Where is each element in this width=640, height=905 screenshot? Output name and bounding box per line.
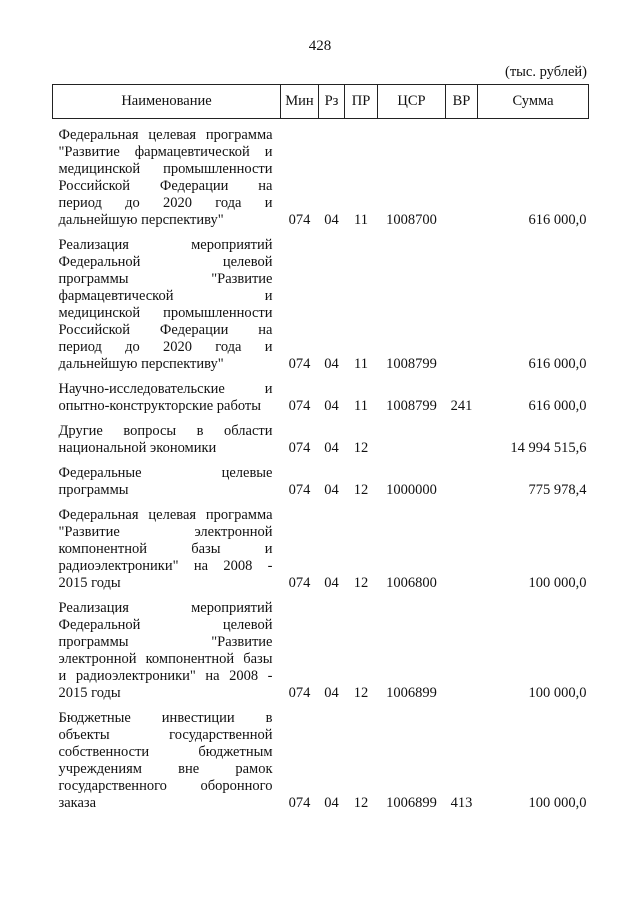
row-name [53, 592, 281, 702]
table-body [53, 119, 589, 813]
row-name-line: Другие вопросы в области [58, 423, 273, 439]
row-rz: 04 [324, 482, 339, 498]
budget-table [52, 84, 589, 812]
row-name-line: Научно-исследовательские и [58, 381, 273, 397]
row-csr: 1008799 [386, 398, 437, 414]
row-name-line: период до 2020 года и [58, 195, 273, 211]
row-name-line: дальнейшую перспективу" [58, 212, 224, 228]
row-name-line: заказа [58, 795, 97, 811]
row-pr: 12 [353, 685, 369, 701]
row-rz: 04 [324, 685, 339, 701]
row-csr: 1008700 [386, 212, 437, 228]
table-row [53, 415, 589, 457]
row-vr [446, 592, 478, 702]
row-name-line: национальной экономики [58, 440, 217, 456]
row-pr: 12 [353, 440, 369, 456]
row-name-line: Реализация мероприятий [58, 237, 273, 253]
row-rz: 04 [324, 795, 339, 811]
row-csr: 1006899 [386, 685, 437, 701]
header-name: Наименование [53, 85, 281, 119]
row-csr: 1006800 [386, 575, 437, 591]
row-pr: 11 [354, 356, 368, 372]
row-name-line: дальнейшую перспективу" [58, 356, 224, 372]
row-name-line: и радиоэлектроники" на 2008 - [58, 668, 273, 684]
row-pr: 11 [354, 212, 368, 228]
row-name-line: программы [58, 482, 129, 498]
row-sum: 100 000,0 [528, 795, 587, 811]
table-row [53, 592, 589, 702]
row-vr [446, 415, 478, 457]
row-sum: 616 000,0 [528, 356, 587, 372]
row-pr: 12 [353, 482, 369, 498]
row-name-line: 2015 годы [58, 575, 121, 591]
header-pr: ПР [345, 85, 378, 119]
row-csr [378, 415, 446, 457]
row-name [53, 702, 281, 812]
row-name-line: государственного оборонного [58, 778, 273, 794]
row-name-line: учреждениям вне рамок [58, 761, 273, 777]
row-min: 074 [288, 440, 311, 456]
row-name-line: объекты государственной [58, 727, 273, 743]
row-name-line: программы "Развитие [58, 271, 273, 287]
row-name [53, 415, 281, 457]
row-name-line: медицинской промышленности [58, 305, 273, 321]
table-header [53, 85, 589, 119]
header-rz: Рз [319, 85, 345, 119]
row-name-line: фармацевтической и [58, 288, 273, 304]
row-vr: 413 [450, 795, 473, 811]
row-csr: 1006899 [386, 795, 437, 811]
table-row [53, 229, 589, 373]
row-name [53, 229, 281, 373]
row-name-line: компонентной базы и [58, 541, 273, 557]
row-rz: 04 [324, 398, 339, 414]
row-pr: 11 [354, 398, 368, 414]
row-name-line: программы "Развитие [58, 634, 273, 650]
row-sum: 775 978,4 [528, 482, 587, 498]
row-sum: 616 000,0 [528, 398, 587, 414]
row-vr: 241 [450, 398, 473, 414]
row-name-line: Реализация мероприятий [58, 600, 273, 616]
row-name-line: опытно-конструкторские работы [58, 398, 262, 414]
row-name-line: Федеральная целевая программа [58, 127, 273, 143]
page-number: 428 [308, 38, 332, 54]
table-row [53, 457, 589, 499]
row-min: 074 [288, 795, 311, 811]
row-name [53, 457, 281, 499]
table-row [53, 119, 589, 230]
table-row [53, 373, 589, 415]
row-rz: 04 [324, 575, 339, 591]
row-min: 074 [288, 575, 311, 591]
row-name-line: Бюджетные инвестиции в [58, 710, 273, 726]
row-name [53, 119, 281, 230]
row-min: 074 [288, 482, 311, 498]
row-name-line: период до 2020 года и [58, 339, 273, 355]
row-min: 074 [288, 685, 311, 701]
row-sum: 100 000,0 [528, 685, 587, 701]
header-min: Мин [281, 85, 319, 119]
row-name-line: Федеральной целевой [58, 617, 273, 633]
table-row [53, 499, 589, 592]
row-name-line: Российской Федерации на [58, 178, 273, 194]
row-name-line: Федеральные целевые [58, 465, 273, 481]
row-vr [446, 119, 478, 230]
row-vr [446, 499, 478, 592]
table-row [53, 702, 589, 812]
row-name-line: "Развитие фармацевтической и [58, 144, 273, 160]
units-label: (тыс. рублей) [505, 64, 587, 80]
row-rz: 04 [324, 212, 339, 228]
row-csr: 1008799 [386, 356, 437, 372]
row-sum: 100 000,0 [528, 575, 587, 591]
row-name-line: радиоэлектроники" на 2008 - [58, 558, 273, 574]
row-vr [446, 229, 478, 373]
row-name-line: собственности бюджетным [58, 744, 273, 760]
row-sum: 14 994 515,6 [510, 440, 587, 456]
row-rz: 04 [324, 356, 339, 372]
row-pr: 12 [353, 575, 369, 591]
row-name-line: медицинской промышленности [58, 161, 273, 177]
row-name [53, 499, 281, 592]
row-sum: 616 000,0 [528, 212, 587, 228]
row-min: 074 [288, 398, 311, 414]
row-min: 074 [288, 212, 311, 228]
row-vr [446, 457, 478, 499]
row-name-line: Федеральная целевая программа [58, 507, 273, 523]
row-name-line: электронной компонентной базы [58, 651, 273, 667]
header-sum: Сумма [478, 85, 589, 119]
row-rz: 04 [324, 440, 339, 456]
header-vr: ВР [446, 85, 478, 119]
row-name-line: 2015 годы [58, 685, 121, 701]
row-name-line: Российской Федерации на [58, 322, 273, 338]
row-csr: 1000000 [386, 482, 437, 498]
header-csr: ЦСР [378, 85, 446, 119]
row-name-line: Федеральной целевой [58, 254, 273, 270]
row-name [53, 373, 281, 415]
row-pr: 12 [353, 795, 369, 811]
row-name-line: "Развитие электронной [58, 524, 273, 540]
row-min: 074 [288, 356, 311, 372]
